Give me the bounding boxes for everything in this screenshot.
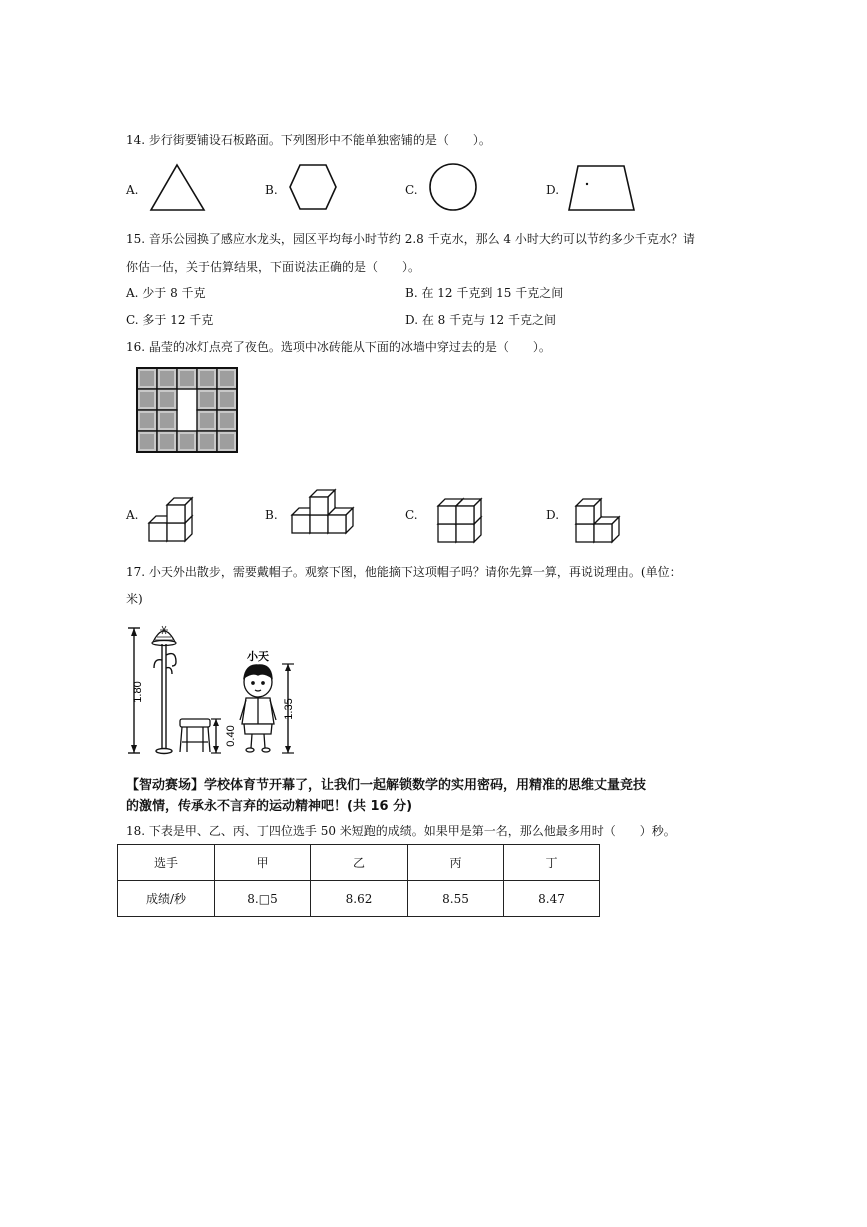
q16-option-b-label: B.	[265, 508, 278, 522]
ice-wall-brick-shade	[140, 413, 154, 428]
section-heading-line1: 【智动赛场】学校体育节开幕了，让我们一起解锁数学的实用密码，用精准的思维丈量竞技	[126, 778, 647, 793]
ice-wall-brick-shade	[140, 434, 154, 449]
cube-face	[167, 523, 185, 541]
cube-face	[438, 506, 456, 524]
triangle-shape	[148, 162, 208, 212]
table-row	[118, 845, 600, 881]
scores-table	[117, 844, 600, 917]
table-cell: 8.55	[408, 881, 504, 917]
coat-rack-icon	[154, 644, 176, 754]
q17-figure	[124, 620, 304, 760]
ice-wall-brick-shade	[220, 413, 234, 428]
q16-option-c-label: C.	[405, 508, 418, 522]
table-cell: 8.62	[311, 881, 408, 917]
ice-wall-brick-shade	[160, 413, 174, 428]
table-cell: 成绩/秒	[118, 881, 215, 917]
ice-wall-brick-shade	[140, 392, 154, 407]
ice-wall-brick-shade	[180, 371, 194, 386]
ice-wall-brick-shade	[200, 392, 214, 407]
ice-wall-brick-shade	[140, 371, 154, 386]
ice-wall-brick-shade	[200, 434, 214, 449]
ice-wall-brick-shade	[160, 434, 174, 449]
circle-shape	[428, 162, 480, 214]
ice-wall-brick-shade	[220, 434, 234, 449]
ice-wall-brick-shade	[200, 413, 214, 428]
table-header-cell: 选手	[118, 845, 215, 881]
ice-brick-d	[574, 484, 638, 544]
cube-face	[456, 506, 474, 524]
table-header-cell: 丙	[408, 845, 504, 881]
q15-stem-line2: 你估一估，关于估算结果，下面说法正确的是（ ）。	[126, 260, 421, 274]
cube-face	[456, 524, 474, 542]
child-height-label: 1.35	[283, 698, 295, 720]
ice-wall-brick-shade	[200, 371, 214, 386]
ice-brick-b	[290, 489, 354, 535]
q16-stem: 16. 晶莹的冰灯点亮了夜色。选项中冰砖能从下面的冰墙中穿过去的是（ ）。	[126, 340, 551, 354]
ice-brick-c	[436, 486, 496, 544]
ice-brick-a	[147, 485, 207, 543]
table-cell: 8.□5	[215, 881, 311, 917]
cube-face	[292, 515, 310, 533]
ice-wall-brick-shade	[160, 392, 174, 407]
cube-face	[310, 497, 328, 515]
hexagon-shape	[287, 162, 339, 214]
hat-icon	[152, 626, 176, 646]
q15-option-d: D. 在 8 千克与 12 千克之间	[405, 313, 556, 327]
q18-stem: 18. 下表是甲、乙、丙、丁四位选手 50 米短跑的成绩。如果甲是第一名，那么他最多用时（ ）秒。	[126, 824, 676, 838]
q15-option-a: A. 少于 8 千克	[126, 286, 206, 300]
cube-face	[149, 523, 167, 541]
stool-icon	[180, 719, 210, 752]
q14-option-c-label: C.	[405, 183, 418, 197]
table-header-cell: 丁	[504, 845, 600, 881]
table-row	[118, 881, 600, 917]
child-name-label: 小天	[247, 650, 269, 663]
q14-stem: 14. 步行街要铺设石板路面。下列图形中不能单独密铺的是（ ）。	[126, 133, 491, 147]
cube-face	[594, 524, 612, 542]
ice-wall-figure	[134, 366, 244, 460]
q14-option-d-label: D.	[546, 183, 560, 197]
table-header-cell: 乙	[311, 845, 408, 881]
table-cell: 8.47	[504, 881, 600, 917]
cube-face	[310, 515, 328, 533]
cube-face	[576, 524, 594, 542]
ice-wall-brick-shade	[220, 371, 234, 386]
q17-stem-line1: 17. 小天外出散步，需要戴帽子。观察下图，他能摘下这项帽子吗？请你先算一算，再说说理由。(单位：	[126, 565, 682, 579]
cube-face	[328, 515, 346, 533]
q14-option-b-label: B.	[265, 183, 278, 197]
q15-option-b: B. 在 12 千克到 15 千克之间	[405, 286, 564, 300]
q16-option-d-label: D.	[546, 508, 560, 522]
cube-face	[576, 506, 594, 524]
stool-height-label: 0.40	[225, 725, 237, 747]
q16-option-a-label: A.	[126, 508, 139, 522]
table-header-cell: 甲	[215, 845, 311, 881]
section-heading-line2: 的激情，传承永不言弃的运动精神吧！(共 16 分)	[126, 799, 413, 814]
ice-wall-brick-shade	[220, 392, 234, 407]
trapezoid-shape	[566, 162, 638, 214]
rack-height-label: 1.80	[132, 681, 144, 703]
cube-face	[167, 505, 185, 523]
q14-option-a-label: A.	[126, 183, 139, 197]
q15-stem-line1: 15. 音乐公园换了感应水龙头，园区平均每小时节约 2.8 千克水，那么 4 小时大约可以节约多少千克水？请	[126, 232, 695, 246]
ice-wall-brick-shade	[160, 371, 174, 386]
cube-face	[438, 524, 456, 542]
ice-wall-brick-shade	[180, 434, 194, 449]
q15-option-c: C. 多于 12 千克	[126, 313, 214, 327]
q17-stem-line2: 米)	[126, 592, 143, 606]
child-icon	[240, 665, 276, 752]
